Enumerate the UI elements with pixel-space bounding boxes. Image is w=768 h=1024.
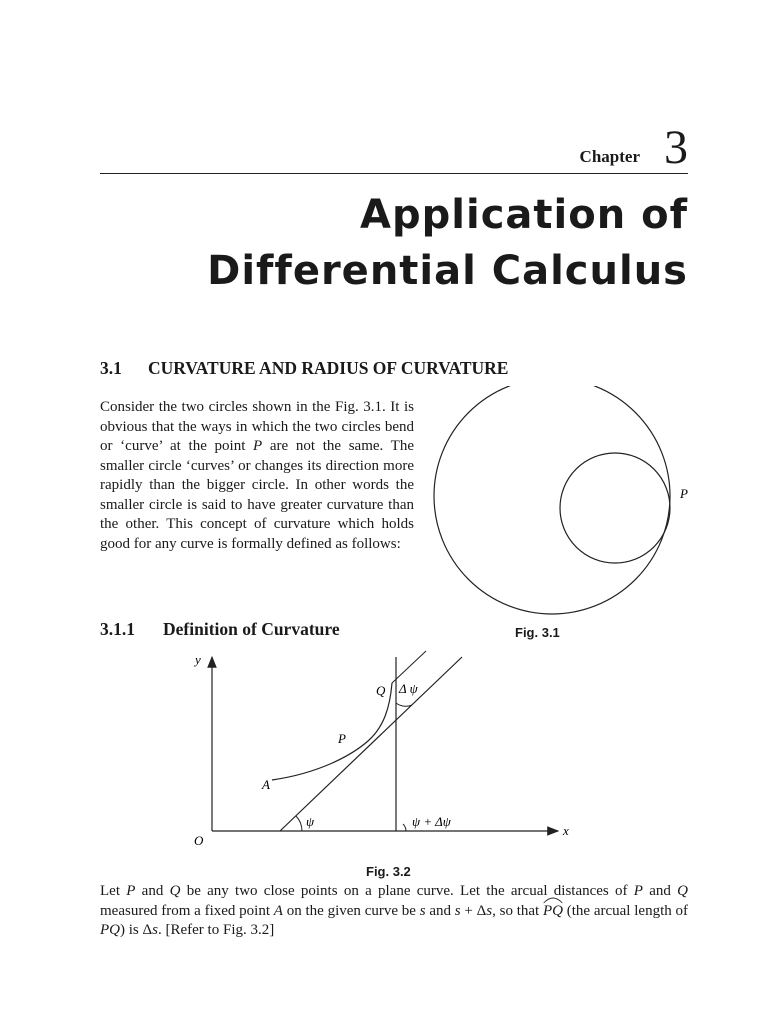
angle-arc-delta-psi	[396, 703, 412, 706]
fig-3-2-label-x: x	[563, 823, 569, 838]
curve-a-to-q	[272, 683, 392, 780]
fig-3-2-label-delta-psi: Δ ψ	[399, 681, 418, 696]
intro-point-p: P	[253, 438, 263, 454]
header-rule	[100, 173, 688, 174]
fig-3-2-label-p: P	[338, 731, 346, 746]
subsection-title: Definition of Curvature	[163, 619, 340, 639]
fig-3-2-label-q: Q	[376, 683, 386, 698]
chapter-label: Chapter	[579, 147, 640, 166]
small-circle	[560, 453, 670, 563]
section-number: 3.1	[100, 358, 122, 378]
tangent-line-p	[280, 657, 462, 831]
arc-pq: PQ	[543, 902, 563, 922]
fig-3-1-point-p: P	[680, 486, 688, 501]
intro-text-2: are not the same. The smaller circle ‘curves’ or changes its direction more rapidly than the bigger circle. In other words the smaller circle is said to have greater curvature than the other. This concept of curvature which holds good for any curve is formally defined as follows:	[100, 438, 414, 552]
section-title: CURVATURE AND RADIUS OF CURVATURE	[148, 358, 509, 378]
fig-3-2-caption: Fig. 3.2	[366, 864, 411, 879]
intro-text-1: Consider the two circles shown in the Fig. 3.1. It is obvious that the ways in which the two circles bend or ‘curve’ at the point	[100, 399, 414, 454]
chapter-title-line-2: Differential Calculus	[207, 248, 688, 294]
fig-3-2-label-y: y	[195, 652, 201, 667]
fig-3-2-label-psi: ψ	[306, 814, 315, 829]
big-circle	[434, 386, 670, 614]
angle-arc-psi	[296, 816, 302, 831]
figure-3-2	[180, 645, 580, 855]
body-paragraph: Let P and Q be any two close points on a plane curve. Let the arcual distances of P and Q measured from a fixed point A on the given curve be s and s + Δs, so that PQ (the arcual length of PQ) is Δs. [Refer to Fig. 3.2]	[100, 883, 688, 938]
fig-3-2-label-a: A	[262, 777, 270, 792]
subsection-number: 3.1.1	[100, 619, 135, 639]
fig-3-2-label-o: O	[194, 833, 204, 848]
tangent-line-q	[392, 651, 426, 683]
fig-3-1-caption: Fig. 3.1	[515, 625, 560, 640]
chapter-number: 3	[664, 121, 688, 174]
subsection-heading	[100, 619, 340, 640]
section-heading	[100, 358, 508, 379]
fig-3-2-label-psi-plus-delta-psi: ψ + Δψ	[412, 814, 451, 829]
chapter-title-line-1: Application of	[360, 192, 688, 238]
angle-arc-psi-plus-delta	[403, 824, 406, 831]
intro-paragraph	[100, 398, 414, 554]
figure-3-1	[430, 386, 710, 616]
